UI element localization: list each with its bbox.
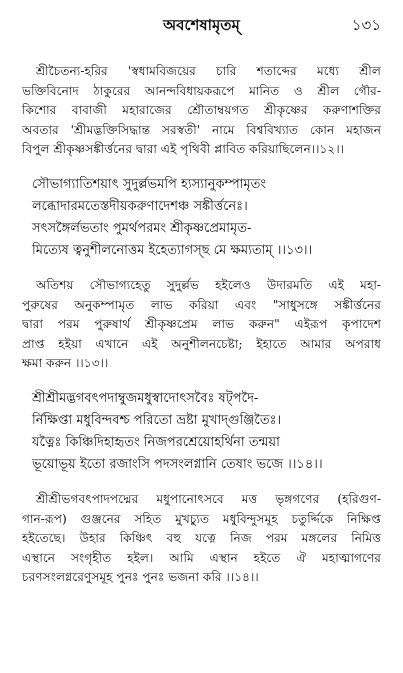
verse-line: র্নিক্ষিপ্তা মধুবিন্দবশ্চ পরিতো ভ্রষ্টা মুখাদ্গুঞ্জিতৈঃ। (32, 412, 282, 428)
page-header (22, 14, 381, 38)
text-line: অতিশয় সৌভাগ্যহেতু সুদুর্ল্লভ হইলেও উদারমতি এই মহা- (36, 277, 381, 292)
text-line: প্রাপ্ত হইয়া এখানে এই অনুশীলনচেষ্টা; ইহাতে আমার অপরাধ (22, 336, 381, 351)
text-line: পুরুষের অনুকম্পামৃত লাভ করিয়া এবং "সাধুসঙ্গে সঙ্কীর্ত্তনের (22, 297, 381, 312)
text-line: এস্থানে সংগৃহীত হইল। আমি এস্থান হইতে ঐ মহাত্মাগণের (22, 550, 381, 565)
text-line: চরণসংলগ্নরেণুসমূহ পুনঃ পুনঃ ভজনা করি ।।১৪।। (22, 570, 259, 585)
verse-14 (32, 388, 381, 476)
verse-line: সৎসঙ্গৈর্লভতাং পুমর্থপরমং শ্রীকৃষ্ণপ্রেমামৃত- (32, 220, 252, 236)
verse-line: মিত্যেষ ত্বনুশীলনোত্তম ইহেত্যাগস্ছ মে ক্ষম্যতাম্ ।।১৩।। (32, 242, 313, 258)
text-line: দ্বারা পরম পুরুষার্থ শ্রীকৃষ্ণপ্রেম লাভ করুন" এইরূপ কৃপাদেশ (22, 317, 381, 332)
text-line: ভক্তিবিনোদ ঠাকুরের আনন্দবিধায়করূপে মানিত ও শ্রীল গৌর- (22, 83, 381, 98)
text-line: ক্ষমা করুন ।।১৩।। (22, 356, 109, 371)
text-line: শ্রীচৈতন্য-হরির 'স্বধামবিজয়ের চারি শতাব্দের মধ্যে শ্রীল (36, 64, 381, 78)
verse-13 (32, 174, 381, 262)
page-body (22, 62, 381, 602)
text-line: অবতার 'শ্রীমদ্ভক্তিসিদ্ধান্ত সরস্বতী' নামে বিশ্ববিখ্যাত কোন মহাজন (22, 122, 381, 137)
verse-line: ভূয়োভূয় ইতো রজাংসি পদসংলগ্নানি তেষাং ভজে ।।১৪।। (32, 456, 323, 472)
verse-line: লব্ধোদারমতেস্তদীয়করুণাদেশঞ্চ সঙ্কীর্ত্তনেঃ। (32, 198, 248, 214)
verse-line: সৌভাগ্যাতিশয়াৎ সুদুর্ল্লভমপি হ্যস্যানুকম্পামৃতং (32, 176, 266, 192)
text-line: হইতেছে। উহার কিঞ্চিৎ বহু যত্নে নিজ পরম মঙ্গলের নিমিত্ত (22, 531, 381, 546)
text-line: শ্রীশ্রীভগবৎপাদপদ্মের মধুপানোৎসবে মত্ত ভৃঙ্গগণের (হরিগুণ- (36, 491, 381, 506)
verse-line: যত্নৈঃ কিঞ্চিদিহাহৃতং নিজপরশ্রেয়োহর্থিনা তন্ময়া (32, 434, 280, 450)
text-line: কিশোর বাবাজী মহারাজের শ্রৌতাম্বয়গত শ্রীকৃষ্ণের করুণাশক্তির (22, 103, 381, 118)
text-line: গান-রূপ) গুঞ্জনের সহিত মুখচ্যুত মধুবিন্দুসমূহ চতুর্দ্দিকে নিক্ষিপ্ত (22, 511, 381, 526)
paragraph-12-commentary (22, 62, 381, 160)
text-line: বিপুল শ্রীকৃষ্ণসঙ্কীর্ত্তনের দ্বারা এই পৃথিবী প্লাবিত করিয়াছিলেন।।১২।। (22, 142, 345, 157)
running-title: অবশেষামৃতম্ (163, 16, 240, 34)
paragraph-14-commentary (22, 490, 381, 588)
page-number: ১৩১ (351, 16, 381, 34)
paragraph-13-commentary (22, 276, 381, 374)
verse-line: শ্রীশ্রীমদ্ভগবৎপদাম্বুজমধুস্বাদোৎসবৈঃ ষট্পদৈ- (32, 390, 259, 406)
